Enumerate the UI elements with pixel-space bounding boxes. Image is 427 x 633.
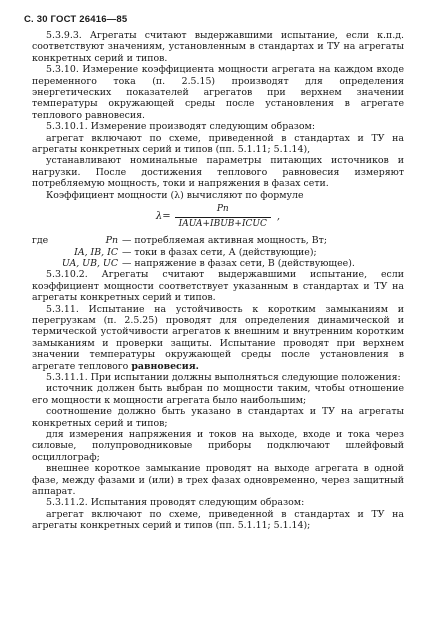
paragraph-5-3-10: 5.3.10. Измерение коэффициента мощности агрегата на каждом входе переменного тока (п. 2.5.15) производят для определения энергетических показателей агрегатов при верхнем значении температуры окружающей среды после установления в агрегате теплового равновесия. (32, 64, 404, 121)
paragraph-5-3-11-end: равновесия. (131, 360, 199, 372)
paragraph-5-3-9-3: 5.3.9.3. Агрегаты считают выдержавшими испытание, если к.п.д. соответствуют значениям, установленным в стандартах и ТУ на агрегаты конкретных серий и типов. (32, 30, 404, 64)
document-body (32, 30, 404, 532)
legend-description: — потребляемая активная мощность, Вт; (122, 235, 327, 247)
paragraph-5-3-10-1: 5.3.10.1. Измерение производят следующим образом: (46, 121, 315, 133)
paragraph-oscillograph: для измерения напряжения и токов на выходе, входе и тока через силовые, полупроводниковые приборы подключают шлейфовый осциллограф; (32, 429, 404, 463)
paragraph-5-3-11 (32, 304, 404, 372)
paragraph-parameters: устанавливают номинальные параметры питающих источников и нагрузки. После достижения теплового равновесия измеряют потребляемую мощность, токи и напряжения в фазах сети. (32, 155, 404, 190)
legend-description: — напряжение в фазах сети, В (действующее). (122, 257, 355, 269)
formula-intro: Коэффициент мощности (λ) вычисляют по формуле (46, 189, 304, 201)
paragraph-5-3-11-text: 5.3.11. Испытание на устойчивость к коротким замыканиям и перегрузкам (п. 2.5.25) проводят для определения динамической и термической устойчивости агрегатов к внешним и внутренним коротким замыканиям и проверки защиты. Испытание проводят при верхнем значении температуры окружающей среды после установления в агрегате теплового (32, 303, 404, 372)
formula-denominator: IAUA+IBUB+ICUC (175, 217, 271, 230)
paragraph-scheme-2: агрегат включают по схеме, приведенной в стандартах и ТУ на агрегаты конкретных серий и типов (пп. 5.1.11; 5.1.14); (32, 508, 404, 532)
paragraph-5-3-10-2: 5.3.10.2. Агрегаты считают выдержавшими испытание, если коэффициент мощности соответствует указанным в стандартах и ТУ на агрегаты конкретных серий и типов. (32, 269, 404, 304)
formula-numerator: Pп (216, 204, 229, 215)
paragraph-5-3-11-2: 5.3.11.2. Испытания проводят следующим образом: (46, 497, 305, 509)
paragraph-short-circuit: внешнее короткое замыкание проводят на выходе агрегата в одной фазе, между фазами и (или) в трех фазах одновременно, через защитный аппарат. (32, 463, 404, 498)
paragraph-source: источник должен быть выбран по мощности таким, чтобы отношение его мощности к мощности агрегата было наибольшим; (32, 383, 404, 406)
formula-lhs: λ= (155, 211, 171, 223)
paragraph-scheme: агрегат включают по схеме, приведенной в стандартах и ТУ на агрегаты конкретных серий и типов (пп. 5.1.11; 5.1.14), (32, 132, 404, 156)
legend-description: — токи в фазах сети, А (действующие); (122, 246, 317, 258)
legend-symbol: Pп (105, 235, 118, 247)
legend-symbol: IA, IB, IC (74, 246, 118, 258)
power-factor-formula (32, 203, 404, 231)
formula-legend (32, 235, 404, 269)
paragraph-ratio: соотношение должно быть указано в стандартах и ТУ на агрегаты конкретных серий и типов; (32, 406, 404, 429)
formula-fraction (175, 204, 271, 230)
where-word: где (32, 235, 49, 247)
formula-tail: , (276, 211, 281, 223)
legend-symbol: UA, UB, UC (61, 257, 118, 269)
paragraph-5-3-11-1: 5.3.11.1. При испытании должны выполняться следующие положения: (46, 371, 401, 383)
page-header: С. 30 ГОСТ 26416—85 (24, 14, 128, 25)
